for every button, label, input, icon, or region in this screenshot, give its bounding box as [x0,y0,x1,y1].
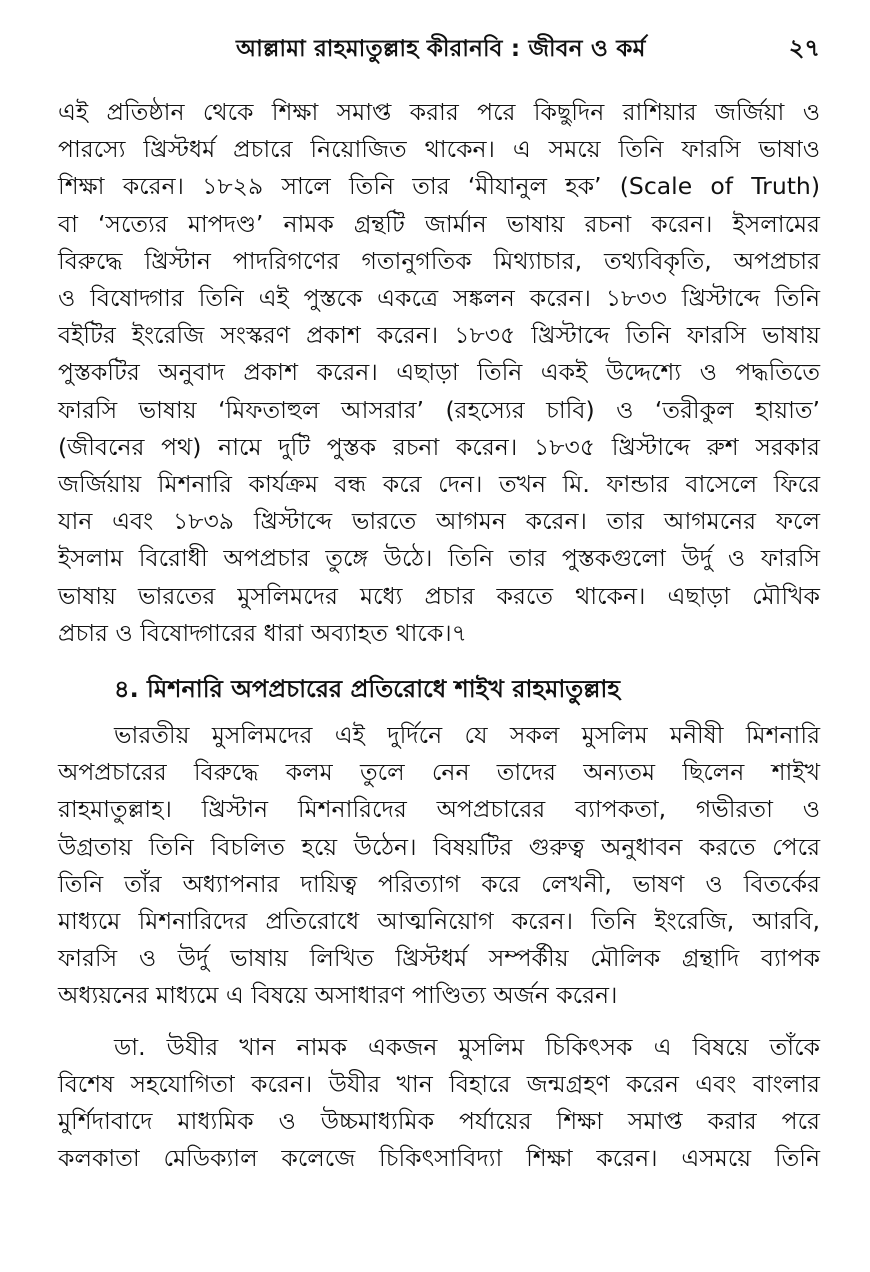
text-line: অধ্যয়নের মাধ্যমে এ বিষয়ে অসাধারণ পাণ্ডিত্য অর্জন করেন। [58,981,618,1010]
page-number: ২৭ [788,34,820,62]
text-line: মুর্শিদাবাদে মাধ্যমিক ও উচ্চমাধ্যমিক পর্যায়ের শিক্ষা সমাপ্ত করার পরে [58,1107,820,1136]
text-line: যান এবং ১৮৩৯ খ্রিস্টাব্দে ভারতে আগমন করেন। তার আগমনের ফলে [58,507,820,536]
running-header-title: আল্লামা রাহমাতুল্লাহ কীরানবি : জীবন ও কর্ম [236,36,646,62]
paragraph [58,94,820,652]
text-line: জর্জিয়ায় মিশনারি কার্যক্রম বন্ধ করে দেন। তখন মি. ফান্ডার বাসেলে ফিরে [58,470,820,499]
text-line: ফারসি ভাষায় ‘মিফতাহুল আসরার’ (রহস্যের চাবি) ও ‘তরীকুল হায়াত’ [58,395,820,424]
text-line: তিনি তাঁর অধ্যাপনার দায়িত্ব পরিত্যাগ করে লেখনী, ভাষণ ও বিতর্কের [58,869,820,898]
body-text [58,94,820,1177]
text-line: বা ‘সত্যের মাপদণ্ড’ নামক গ্রন্থটি জার্মান ভাষায় রচনা করেন। ইসলামের [58,209,820,238]
text-line: পুস্তকটির অনুবাদ প্রকাশ করেন। এছাড়া তিনি একই উদ্দেশ্যে ও পদ্ধতিতে [58,358,820,387]
text-line: প্রচার ও বিষোদ্গারের ধারা অব্যাহত থাকে।৭ [58,618,467,647]
text-line: পারস্যে খ্রিস্টধর্ম প্রচারে নিয়োজিত থাকেন। এ সময়ে তিনি ফারসি ভাষাও [58,135,820,164]
text-line: বিরুদ্ধে খ্রিস্টান পাদরিগণের গতানুগতিক মিথ্যাচার, তথ্যবিকৃতি, অপপ্রচার [58,246,820,275]
text-line: ডা. উযীর খান নামক একজন মুসলিম চিকিৎসক এ বিষয়ে তাঁকে [114,1032,820,1061]
text-line: ভাষায় ভারতের মুসলিমদের মধ্যে প্রচার করতে থাকেন। এছাড়া মৌখিক [58,581,820,610]
paragraph [58,1029,820,1178]
text-line: কলকাতা মেডিক্যাল কলেজে চিকিৎসাবিদ্যা শিক্ষা করেন। এসময়ে তিনি [58,1144,820,1173]
paragraph [58,717,820,1015]
text-line: এই প্রতিষ্ঠান থেকে শিক্ষা সমাপ্ত করার পরে কিছুদিন রাশিয়ার জর্জিয়া ও [58,98,820,126]
text-line: ও বিষোদ্গার তিনি এই পুস্তকে একত্রে সঙ্কলন করেন। ১৮৩৩ খ্রিস্টাব্দে তিনি [58,284,820,313]
text-line: মাধ্যমে মিশনারিদের প্রতিরোধে আত্মনিয়োগ করেন। তিনি ইংরেজি, আরবি, [58,907,820,936]
text-line: ইসলাম বিরোধী অপপ্রচার তুঙ্গে উঠে। তিনি তার পুস্তকগুলো উর্দু ও ফারসি [58,544,820,573]
section-heading: ৪. মিশনারি অপপ্রচারের প্রতিরোধে শাইখ রাহমাতুল্লাহ [114,675,620,704]
text-line: রাহমাতুল্লাহ। খ্রিস্টান মিশনারিদের অপপ্রচারের ব্যাপকতা, গভীরতা ও [58,795,820,824]
text-line: শিক্ষা করেন। ১৮২৯ সালে তিনি তার ‘মীযানুল হক’ (Scale of Truth) [58,172,820,201]
text-line: ভারতীয় মুসলিমদের এই দুর্দিনে যে সকল মুসলিম মনীষী মিশনারি [114,721,820,750]
text-line: (জীবনের পথ) নামে দুটি পুস্তক রচনা করেন। ১৮৩৫ খ্রিস্টাব্দে রুশ সরকার [58,432,820,461]
text-line: অপপ্রচারের বিরুদ্ধে কলম তুলে নেন তাদের অন্যতম ছিলেন শাইখ [58,758,820,787]
running-header [60,26,820,66]
text-line: উগ্রতায় তিনি বিচলিত হয়ে উঠেন। বিষয়টির গুরুত্ব অনুধাবন করতে পেরে [58,832,820,861]
text-line: বিশেষ সহযোগিতা করেন। উযীর খান বিহারে জন্মগ্রহণ করেন এবং বাংলার [58,1069,820,1098]
text-line: ফারসি ও উর্দু ভাষায় লিখিত খ্রিস্টধর্ম সম্পর্কীয় মৌলিক গ্রন্থাদি ব্যাপক [58,944,820,973]
text-line: বইটির ইংরেজি সংস্করণ প্রকাশ করেন। ১৮৩৫ খ্রিস্টাব্দে তিনি ফারসি ভাষায় [58,321,820,350]
